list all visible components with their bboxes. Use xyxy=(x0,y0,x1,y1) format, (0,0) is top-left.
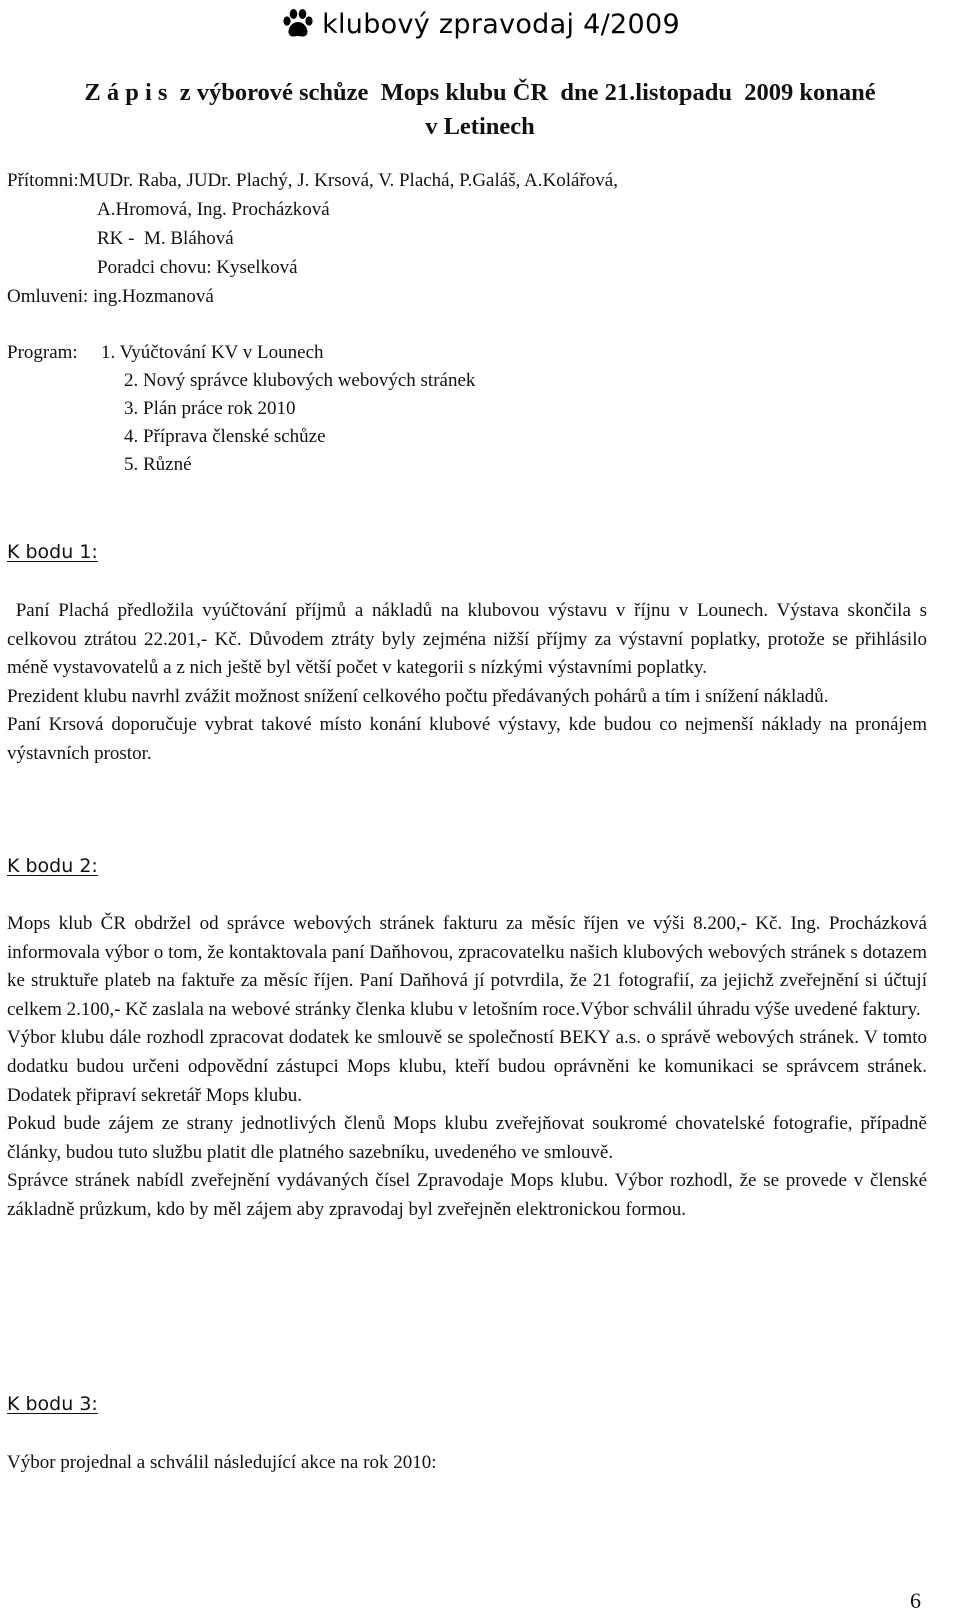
paw-print-icon xyxy=(280,6,316,42)
attendance-present: Přítomni:MUDr. Raba, JUDr. Plachý, J. Krsová, V. Plachá, P.Galáš, A.Kolářová, xyxy=(7,170,618,191)
title-line-2: v Letinech xyxy=(425,113,535,140)
paragraph: Správce stránek nabídl zveřejnění vydávaných čísel Zpravodaje Mops klubu. Výbor rozhodl, že se provede v členské základně průzkum, kdo by měl zájem aby zpravodaj byl zveřejněn elektronickou formou. xyxy=(7,1170,927,1220)
paragraph: Paní Krsová doporučuje vybrat takové místo konání klubové výstavy, kde budou co nejmenší náklady na pronájem výstavních prostor. xyxy=(7,714,927,764)
title-line-1: Z á p i s z výborové schůze Mops klubu ČR dne 21.listopadu 2009 konané xyxy=(84,79,876,106)
section-3-heading: K bodu 3: xyxy=(7,1393,98,1415)
program-item: 1. Vyúčtování KV v Lounech xyxy=(101,342,324,363)
newsletter-header xyxy=(270,4,690,44)
section-2-body xyxy=(7,910,927,1225)
attendance-advisors: Poradci chovu: Kyselková xyxy=(97,257,298,278)
paragraph: Pokud bude zájem ze strany jednotlivých členů Mops klubu zveřejňovat soukromé chovatelské fotografie, případně články, budou tuto službu platit dle platného sazebníku, uvedeného ve smlouvě. xyxy=(7,1113,927,1163)
paragraph: Prezident klubu navrhl zvážit možnost snížení celkového počtu předávaných pohárů a tím i snížení nákladů. xyxy=(7,685,829,707)
attendance-excused: Omluveni: ing.Hozmanová xyxy=(7,286,214,307)
program-item: 4. Příprava členské schůze xyxy=(124,426,326,447)
paragraph: Mops klub ČR obdržel od správce webových stránek fakturu za měsíc říjen ve výši 8.200,- Kč. Ing. Procházková informovala výbor o tom, že kontaktovala paní Daňhovou, zpracovatelku našich klubových webových stránek s dotazem ke struktuře plateb na faktuře za měsíc říjen. Paní Daňhová jí potvrdila, že 21 fotografií, za jejichž zveřejnění si účtují celkem 2.100,- Kč zaslala na webové stránky členka klubu v letošním roce.Výbor schválil úhradu výše uvedené faktury. xyxy=(7,913,927,1020)
attendance-rk: RK - M. Bláhová xyxy=(97,228,234,249)
document-title xyxy=(8,76,952,144)
newsletter-title: klubový zpravodaj 4/2009 xyxy=(322,8,680,40)
program-item: 3. Plán práce rok 2010 xyxy=(124,398,296,419)
section-3-body xyxy=(7,1449,927,1478)
attendance-present-cont: A.Hromová, Ing. Procházková xyxy=(97,199,330,220)
section-1-body xyxy=(7,597,932,769)
program-item: 5. Různé xyxy=(124,454,192,475)
page-number: 6 xyxy=(910,1588,921,1613)
paragraph: Výbor projednal a schválil následující akce na rok 2010: xyxy=(7,1452,437,1473)
paragraph: Výbor klubu dále rozhodl zpracovat dodatek ke smlouvě se společností BEKY a.s. o správě webových stránek. V tomto dodatku budou určeni odpovědní zástupci Mops klubu, kteří budou oprávněni ke komunikaci se správcem stránek. Dodatek připraví sekretář Mops klubu. xyxy=(7,1027,927,1106)
program-label: Program: xyxy=(7,342,78,363)
paragraph: Paní Plachá předložila vyúčtování příjmů a nákladů na klubovou výstavu v říjnu v Lounech. Výstava skončila s celkovou ztrátou 22.201,- Kč. Důvodem ztráty byly zejména nižší příjmy za výstavní poplatky, protože se přihlásilo méně vystavovatelů a z nich ještě byl větší počet v kategorii s nízkými výstavními poplatky. xyxy=(7,600,932,679)
program-item: 2. Nový správce klubových webových stránek xyxy=(124,370,476,391)
section-1-heading: K bodu 1: xyxy=(7,541,98,563)
section-2-heading: K bodu 2: xyxy=(7,855,98,877)
